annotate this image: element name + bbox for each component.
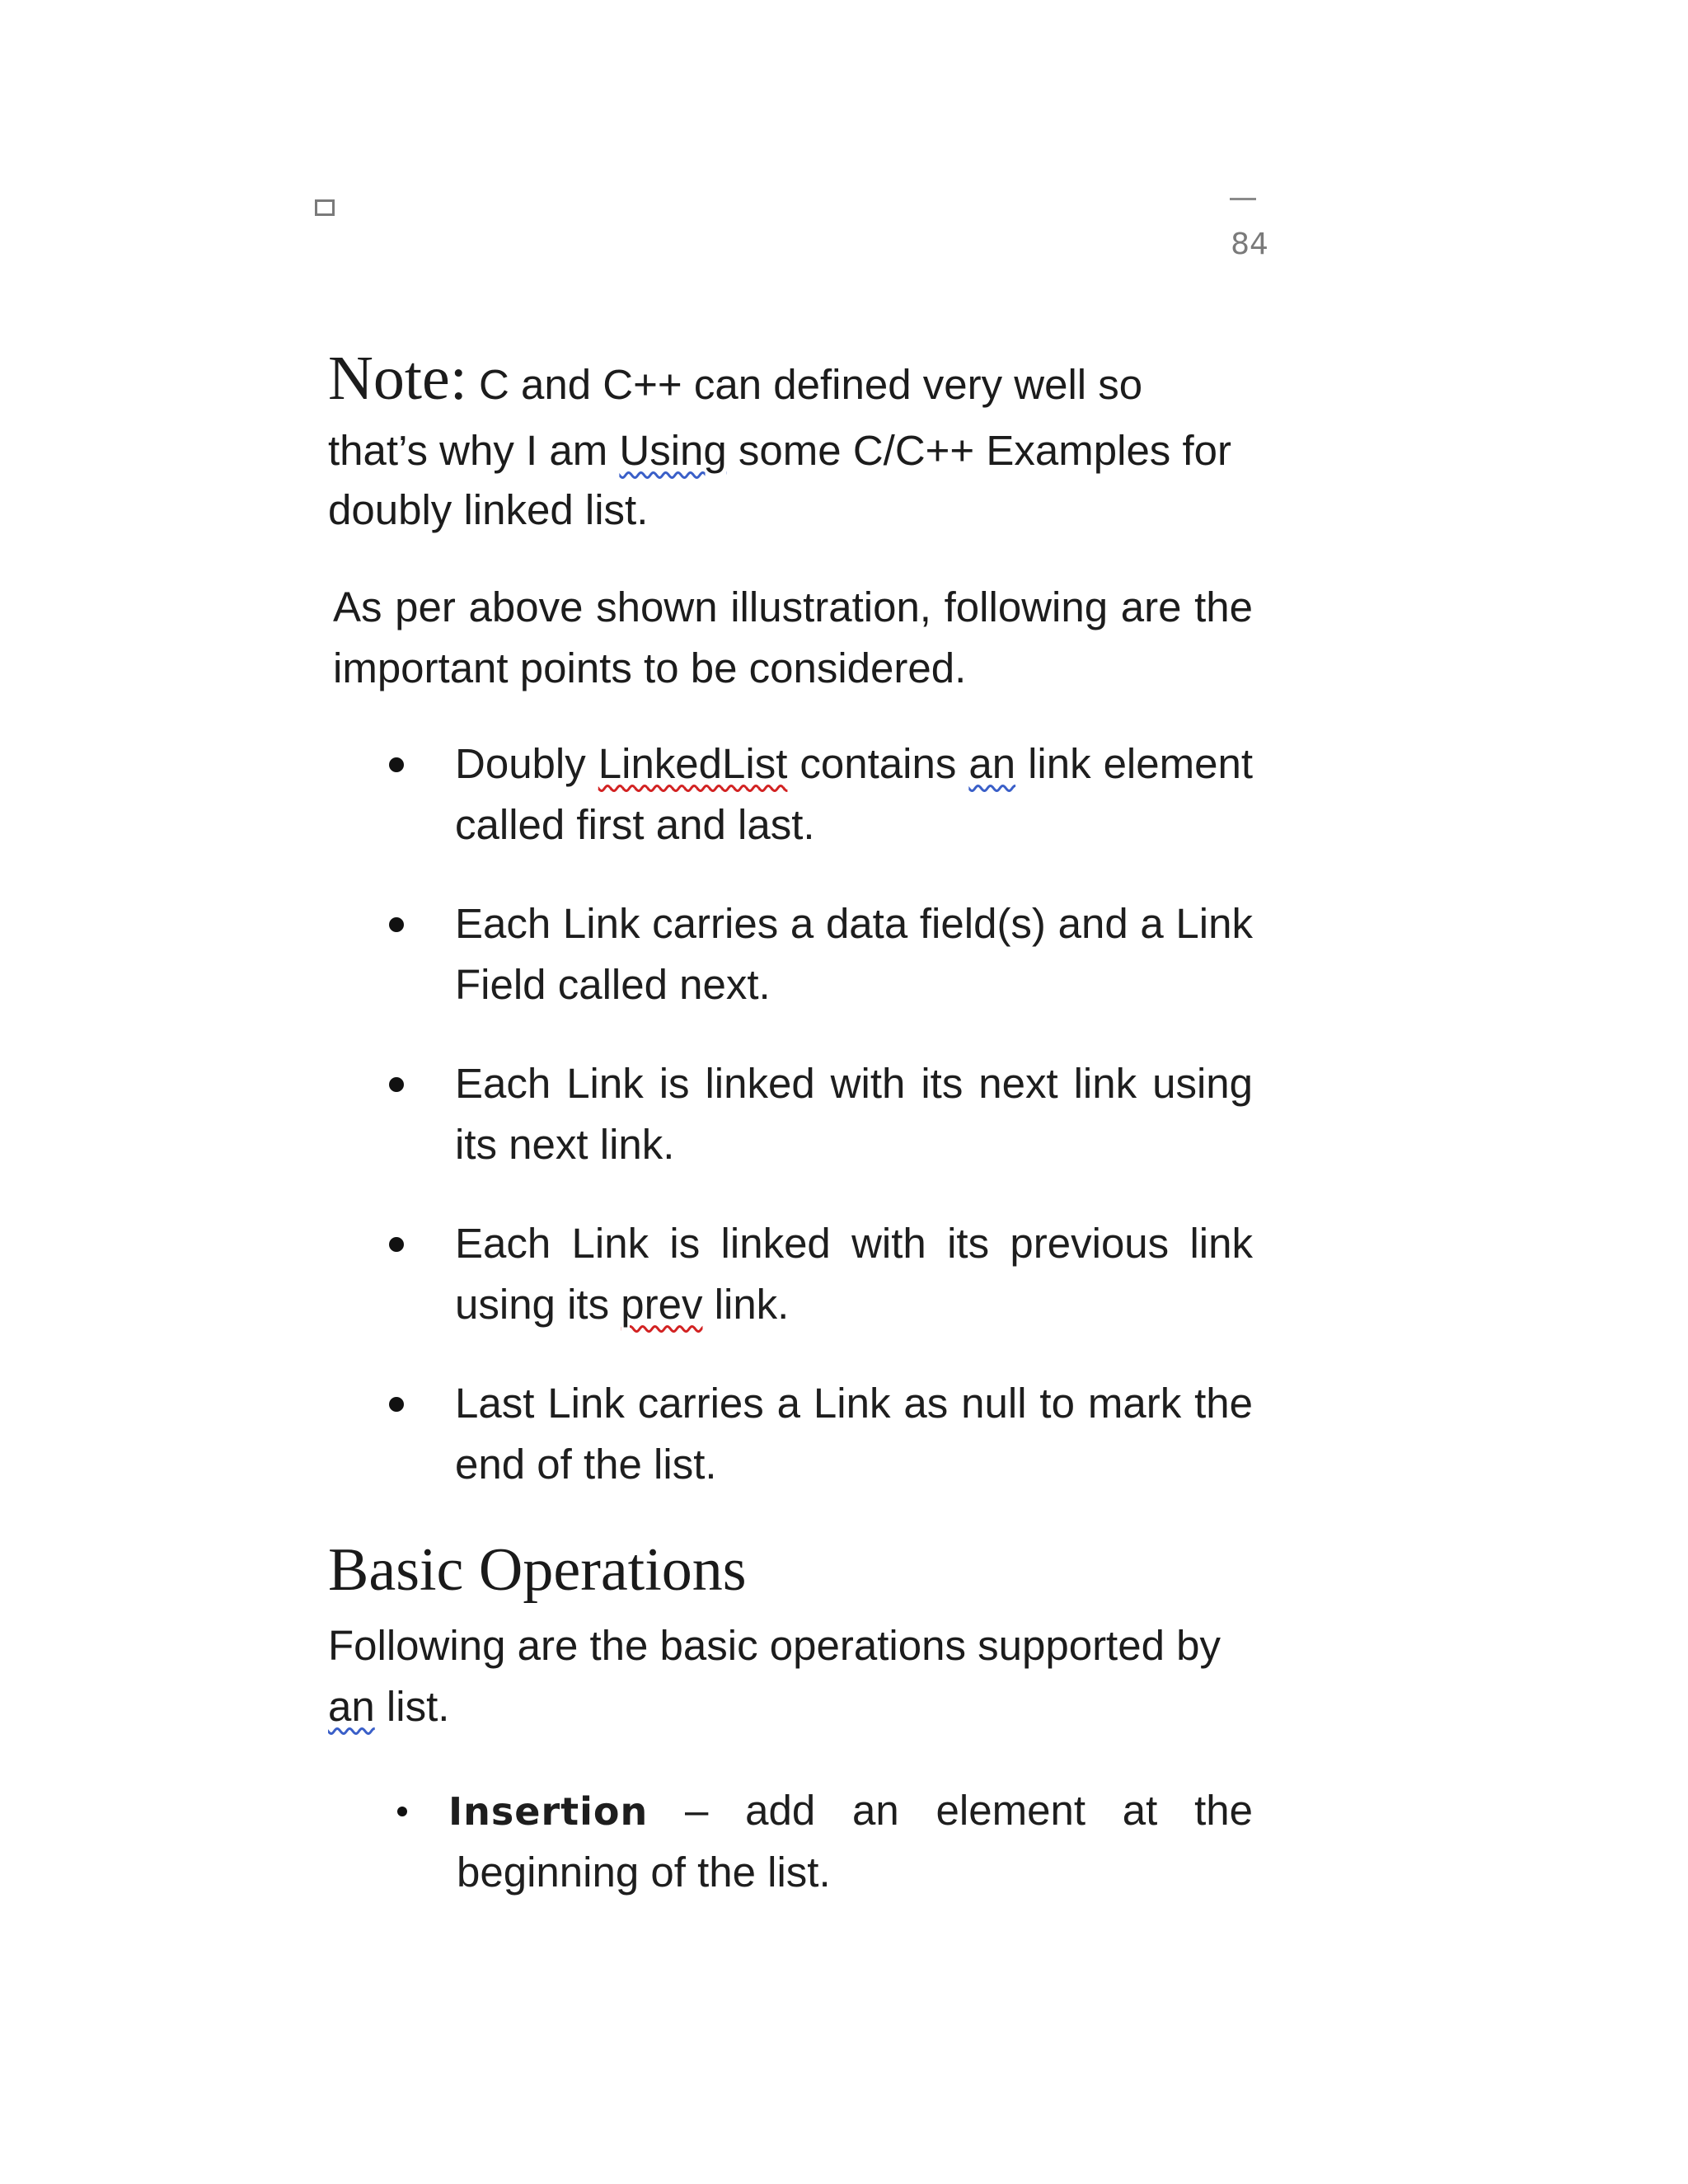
point-1-mid: contains [787,740,969,787]
point-1-flagged-word: LinkedList [598,740,788,787]
list-item [448,1780,1253,1903]
bullet-icon [389,917,404,932]
point-4-pre: Each Link is linked with its previous link using its [455,1220,1253,1328]
point-1-pre: Doubly [455,740,598,787]
point-5: Last Link carries a Link as null to mark the end of the list. [455,1380,1253,1488]
operations-list [448,1780,1253,1903]
point-4-flagged-word: prev [621,1281,703,1328]
operation-term: Insertion [448,1789,649,1834]
point-4-post: link. [702,1281,790,1328]
section-desc-post: list. [374,1683,450,1730]
points-list [455,733,1253,1533]
section-desc-pre: Following are the basic operations supported by [328,1622,1221,1669]
operation-description: – add an element at the [648,1787,1253,1834]
page-number: 84 [1231,227,1268,261]
bullet-icon [397,1807,407,1816]
point-1-post: link element called first and last. [455,740,1254,848]
note-line2-pre: that’s why I am [328,427,620,474]
bullet-icon [389,1397,404,1412]
bullet-icon [389,757,404,772]
note-line2-flagged-word: Using [619,427,727,474]
bullet-icon [389,1237,404,1252]
note-line3: doubly linked list. [328,486,649,533]
list-item [455,1373,1253,1495]
list-item [455,1213,1253,1335]
point-1-flagged-word-2: an [968,740,1016,787]
point-3: Each Link is linked with its next link using its next link. [455,1060,1253,1168]
intro-paragraph: As per above shown illustration, following are the important points to be considered. [333,583,1253,691]
section-description [328,1615,1253,1737]
page-number-dash [1230,198,1256,200]
note-label: Note: [328,344,467,413]
bullet-icon [389,1077,404,1092]
list-item [455,733,1253,855]
section-heading: Basic Operations [328,1536,747,1604]
text-boundary-marker [315,199,335,216]
list-item [455,1053,1253,1175]
note-line1-text: C and C++ can defined very well so [467,361,1143,408]
note-paragraph [328,342,1253,540]
point-2: Each Link carries a data field(s) and a Link Field called next. [455,900,1253,1008]
note-line2-post: some C/C++ Examples for [726,427,1231,474]
section-desc-flagged-word: an [328,1683,375,1730]
operation-description-line2: beginning of the list. [457,1849,831,1896]
list-item [455,893,1253,1015]
